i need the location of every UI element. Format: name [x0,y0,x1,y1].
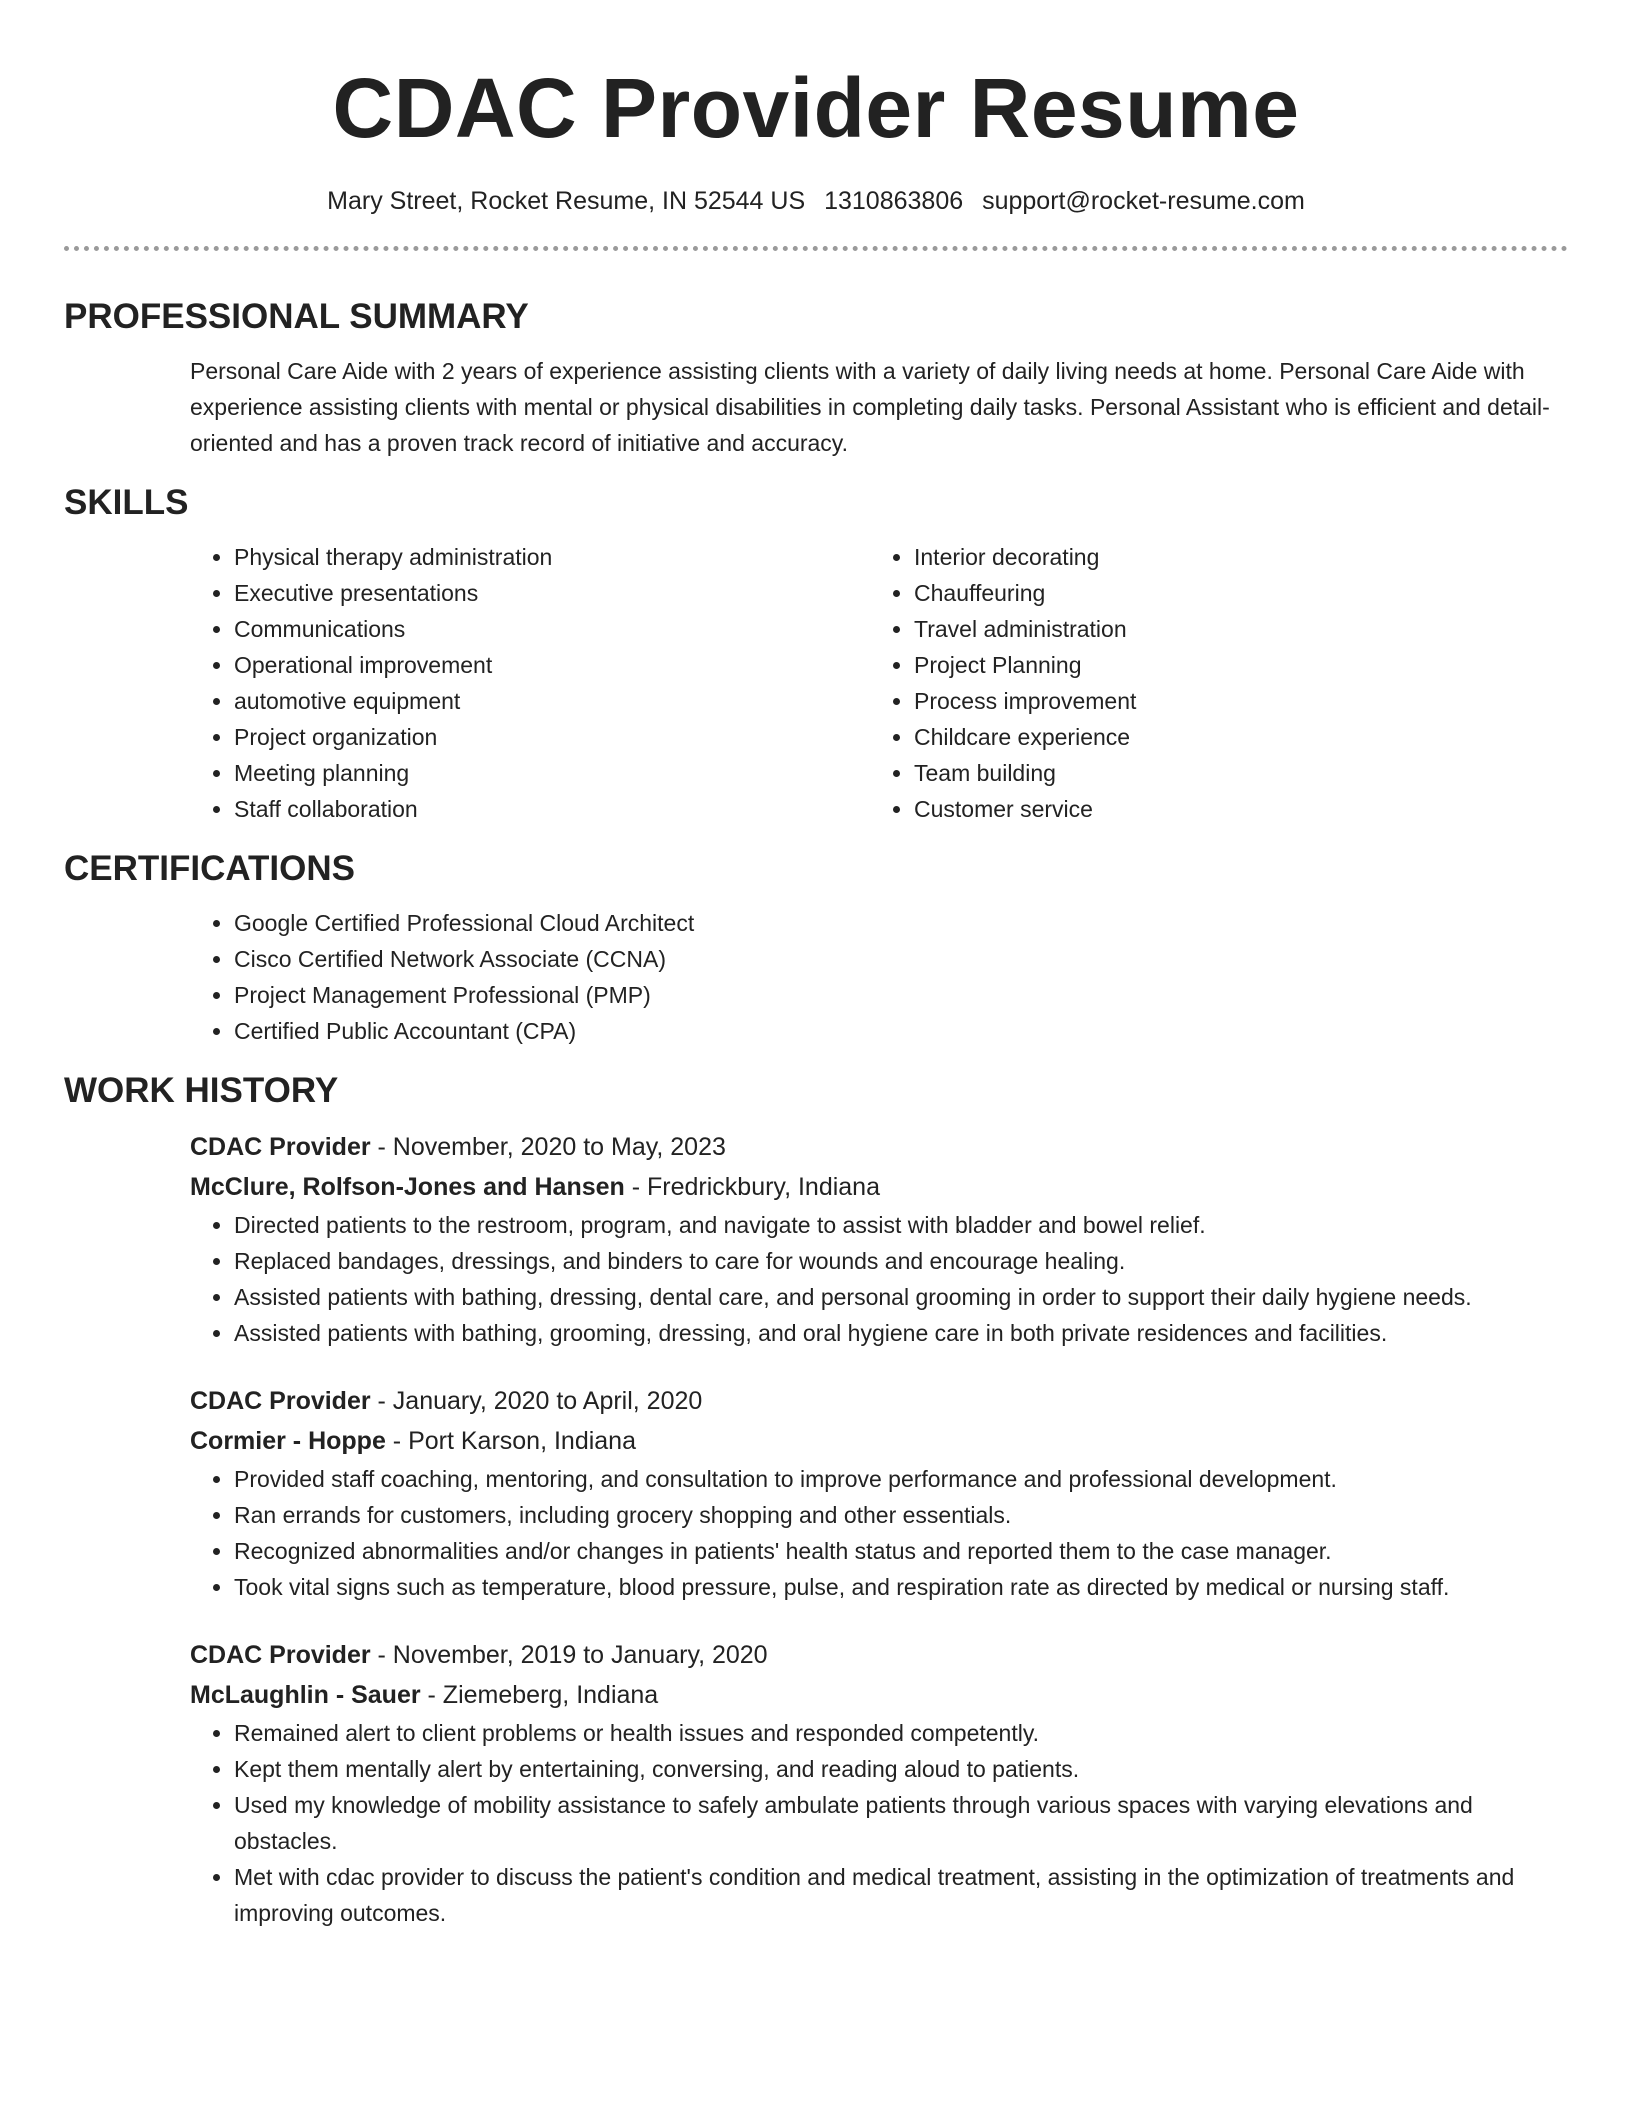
job-duties [190,1461,1568,1605]
skills-list-left [190,539,870,827]
work-history-heading: WORK HISTORY [64,1071,339,1110]
job-entry [64,1635,1568,1931]
skill-item: • Team building [914,755,1550,791]
header-divider [64,246,1568,251]
job-duty: • Assisted patients with bathing, dressing, dental care, and personal grooming in order to support their daily hygiene needs. [234,1279,1568,1315]
skill-item: • Meeting planning [234,755,870,791]
skills-list-right [870,539,1550,827]
skill-item: • Travel administration [914,611,1550,647]
job-duty: • Met with cdac provider to discuss the patient's condition and medical treatment, assisting in the optimization of treatments and improving outcomes. [234,1859,1568,1931]
skill-item: • automotive equipment [234,683,870,719]
certifications-list [190,905,1568,1049]
skills-column-left [190,539,870,827]
skills-column-right [870,539,1550,827]
job-duties [190,1715,1568,1931]
job-location: - Port Karson, Indiana [385,1427,636,1455]
job-location: - Fredrickbury, Indiana [624,1173,880,1201]
certification-item: • Project Management Professional (PMP) [234,977,1568,1013]
skill-item: • Operational improvement [234,647,870,683]
job-entry [64,1381,1568,1605]
job-duty: • Assisted patients with bathing, grooming, dressing, and oral hygiene care in both private residences and facilities. [234,1315,1568,1351]
job-role: CDAC Provider [190,1133,371,1161]
job-dates: - November, 2019 to January, 2020 [370,1641,768,1669]
skill-item: • Physical therapy administration [234,539,870,575]
job-duty: • Used my knowledge of mobility assistance to safely ambulate patients through various spaces with varying elevations and obstacles. [234,1787,1568,1859]
job-title-line [190,1635,1568,1675]
job-title-line [190,1381,1568,1421]
skill-item: • Customer service [914,791,1550,827]
job-duty: • Replaced bandages, dressings, and binders to care for wounds and encourage healing. [234,1243,1568,1279]
skill-item: • Childcare experience [914,719,1550,755]
skill-item: • Executive presentations [234,575,870,611]
job-company-line [190,1167,1568,1207]
job-role: CDAC Provider [190,1387,371,1415]
job-duty: • Remained alert to client problems or health issues and responded competently. [234,1715,1568,1751]
skills-section [64,481,1568,827]
summary-section [64,295,1568,461]
skill-item: • Chauffeuring [914,575,1550,611]
certification-item: • Certified Public Accountant (CPA) [234,1013,1568,1049]
skill-item: • Process improvement [914,683,1550,719]
job-dates: - January, 2020 to April, 2020 [370,1387,703,1415]
skills-heading: SKILLS [64,483,189,522]
certification-item: • Google Certified Professional Cloud Architect [234,905,1568,941]
job-company: McClure, Rolfson-Jones and Hansen [190,1173,625,1201]
skills-grid [64,539,1568,827]
job-company-line [190,1421,1568,1461]
resume-title: CDAC Provider Resume [332,61,1300,155]
job-entry [64,1127,1568,1351]
summary-heading: PROFESSIONAL SUMMARY [64,297,529,336]
job-duty: • Kept them mentally alert by entertaining, conversing, and reading aloud to patients. [234,1751,1568,1787]
skill-item: • Interior decorating [914,539,1550,575]
job-role: CDAC Provider [190,1641,371,1669]
contact-line [64,184,1568,218]
certifications-heading: CERTIFICATIONS [64,849,356,888]
contact-email: support@rocket-resume.com [982,187,1305,215]
job-title-line [190,1127,1568,1167]
work-history-section [64,1069,1568,1931]
certification-item: • Cisco Certified Network Associate (CCNA) [234,941,1568,977]
job-company-line [190,1675,1568,1715]
skill-item: • Project organization [234,719,870,755]
certifications-body [64,905,1568,1049]
skill-item: • Project Planning [914,647,1550,683]
skill-item: • Staff collaboration [234,791,870,827]
job-duties [190,1207,1568,1351]
job-duty: • Directed patients to the restroom, program, and navigate to assist with bladder and bowel relief. [234,1207,1568,1243]
job-duty: • Recognized abnormalities and/or changes in patients' health status and reported them to the case manager. [234,1533,1568,1569]
job-company: Cormier - Hoppe [190,1427,386,1455]
certifications-section [64,847,1568,1049]
contact-address: Mary Street, Rocket Resume, IN 52544 US [327,187,806,215]
summary-text: Personal Care Aide with 2 years of experience assisting clients with a variety of daily living needs at home. Personal Care Aide with experience assisting clients with mental or physical disabilities in completing daily tasks. Personal Assistant who is efficient and detail-oriented and has a proven track record of initiative and accuracy. [190,358,1550,456]
job-duty: • Provided staff coaching, mentoring, and consultation to improve performance and professional development. [234,1461,1568,1497]
job-dates: - November, 2020 to May, 2023 [370,1133,726,1161]
job-duty: • Ran errands for customers, including grocery shopping and other essentials. [234,1497,1568,1533]
job-location: - Ziemeberg, Indiana [420,1681,659,1709]
job-duty: • Took vital signs such as temperature, blood pressure, pulse, and respiration rate as directed by medical or nursing staff. [234,1569,1568,1605]
job-company: McLaughlin - Sauer [190,1681,421,1709]
skill-item: • Communications [234,611,870,647]
contact-phone: 1310863806 [824,187,964,215]
